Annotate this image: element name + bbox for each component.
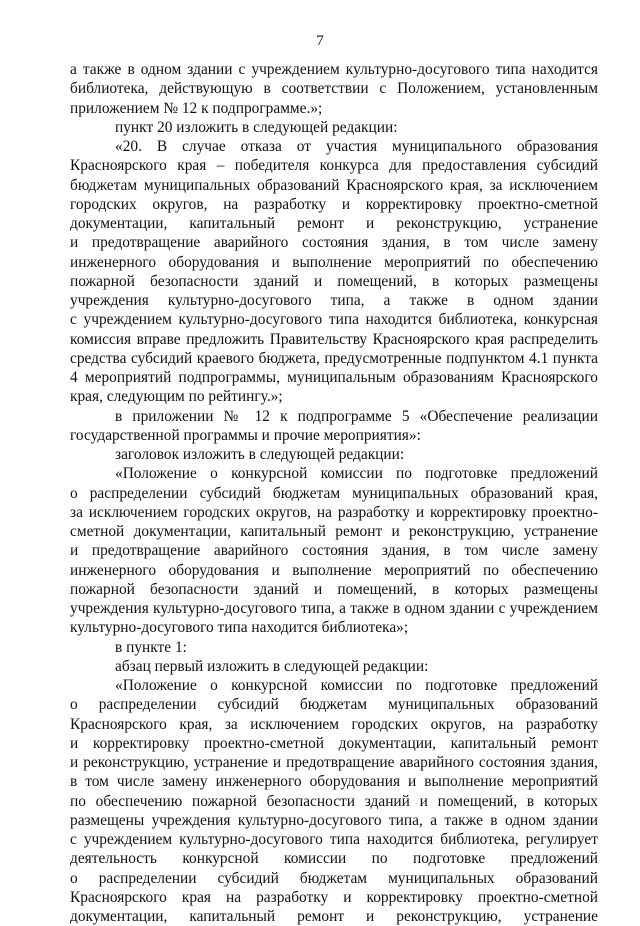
text-line: пожарной безопасности зданий и помещений, в которых размещены xyxy=(70,580,598,598)
text-line: приложением № 12 к подпрограмме.»; xyxy=(70,99,323,117)
text-line: пожарной безопасности зданий и помещений, в которых размещены xyxy=(70,272,598,290)
text-line: бюджетам муниципальных образований Красноярского края, за исключением xyxy=(70,176,598,194)
text-line: с учреждением культурно-досугового типа находится библиотека, регулирует xyxy=(70,831,598,848)
text-line: о распределении субсидий бюджетам муниципальных образований xyxy=(70,869,598,887)
text-line: учреждения культурно-досугового типа, а также в одном здании xyxy=(70,292,598,309)
document-body xyxy=(70,60,598,926)
text-line: «Положение о конкурсной комиссии по подготовке предложений xyxy=(115,465,598,483)
text-line: комиссия вправе предложить Правительству Красноярского края распределить xyxy=(70,330,598,348)
text-line: инженерного оборудования и выполнение мероприятий по обеспечению xyxy=(70,561,598,579)
text-line: и предотвращение аварийного состояния здания, в том числе замену xyxy=(70,542,598,560)
text-line: по обеспечению пожарной безопасности зданий и помещений, в которых xyxy=(70,792,598,810)
text-line: 4 мероприятий подпрограммы, муниципальным образованиям Красноярского xyxy=(70,369,598,386)
text-line: и реконструкцию, устранение и предотвращение аварийного состояния здания, xyxy=(70,754,598,771)
text-line: городских округов, на разработку и корректировку проектно-сметной xyxy=(70,195,598,213)
text-line: края, следующим по рейтингу.»; xyxy=(70,388,283,406)
text-line: инженерного оборудования и выполнение мероприятий по обеспечению xyxy=(70,253,598,271)
text-line: «20. В случае отказа от участия муниципального образования xyxy=(115,138,598,155)
text-line: документации, капитальный ремонт и реконструкцию, устранение xyxy=(70,908,598,925)
text-line: за исключением городских округов, на разработку и корректировку проектно- xyxy=(70,503,598,521)
text-line: абзац первый изложить в следующей редакции: xyxy=(115,657,429,675)
text-line: деятельность конкурсной комиссии по подготовке предложений xyxy=(70,850,598,868)
text-line: средства субсидий краевого бюджета, предусмотренные подпунктом 4.1 пункта xyxy=(70,349,598,367)
text-line: размещены учреждения культурно-досугового типа, а также в одном здании xyxy=(70,811,598,829)
text-line: заголовок изложить в следующей редакции: xyxy=(115,446,405,463)
text-line: учреждения культурно-досугового типа, а также в одном здании с учреждением xyxy=(70,600,598,617)
text-line: в пункте 1: xyxy=(115,638,187,656)
text-line: пункт 20 изложить в следующей редакции: xyxy=(115,118,398,136)
text-line: культурно-досугового типа находится библиотека»; xyxy=(70,619,409,637)
text-line: сметной документации, капитальный ремонт и реконструкцию, устранение xyxy=(70,523,598,540)
text-line: Красноярского края, за исключением городских округов, на разработку xyxy=(70,715,598,733)
text-line: библиотека, действующую в соответствии с Положением, установленным xyxy=(70,80,598,98)
text-line: с учреждением культурно-досугового типа находится библиотека, конкурсная xyxy=(70,311,598,329)
text-line: в приложении № 12 к подпрограмме 5 «Обеспечение реализации xyxy=(115,407,598,425)
text-line: «Положение о конкурсной комиссии по подготовке предложений xyxy=(115,677,598,694)
text-line: и предотвращение аварийного состояния здания, в том числе замену xyxy=(70,234,598,252)
text-line: и корректировку проектно-сметной документации, капитальный ремонт xyxy=(70,734,598,752)
page-number: 7 xyxy=(316,33,324,49)
text-line: Красноярского края на разработку и корректировку проектно-сметной xyxy=(70,888,598,906)
text-line: документации, капитальный ремонт и реконструкцию, устранение xyxy=(70,215,598,232)
text-line: о распределении субсидий бюджетам муниципальных образований края, xyxy=(70,484,598,502)
text-line: в том числе замену инженерного оборудования и выполнение мероприятий xyxy=(70,773,598,791)
text-line: государственной программы и прочие мероприятия»: xyxy=(70,426,421,444)
text-line: Красноярского края – победителя конкурса для предоставления субсидий xyxy=(70,157,598,175)
text-line: а также в одном здании с учреждением культурно-досугового типа находится xyxy=(70,61,598,78)
text-line: о распределении субсидий бюджетам муниципальных образований xyxy=(70,696,598,714)
